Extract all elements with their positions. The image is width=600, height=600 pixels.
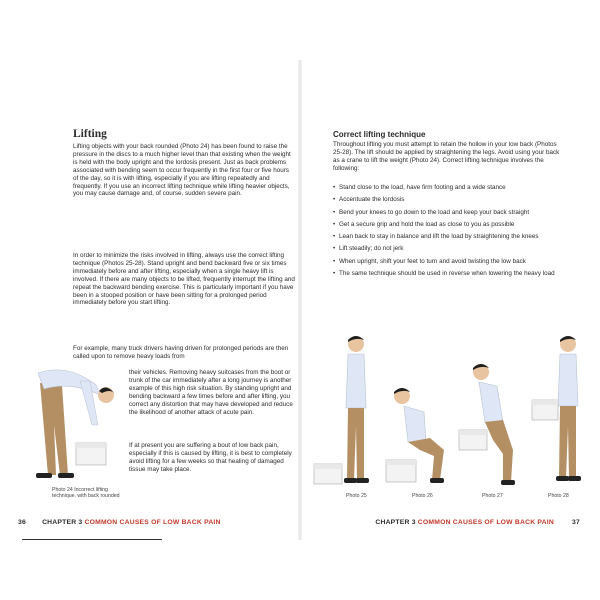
- paragraph-1: Lifting objects with your back rounded (Photo 24) has been found to raise the pressure in the discs to a much higher level than that existing when the weight is held with the body upright and the lordosis present. Just as back problems associated with bending seem to occur frequently in the first four or five hours of the day, so it is with lifting, especially if you are lifting repeatedly and frequently. If you use an incorrect lifting technique while lifting heavier objects, you may cause damage and, of course, sudden severe pain.: [73, 143, 291, 198]
- paragraph-3-wrapped: their vehicles. Removing heavy suitcases from the boot or trunk of the car immediately after a long journey is another example of this high risk situation. By standing upright and bending backward a few times before and after lifting, you correct any distortion that may have developed and reduce the likelihood of another attack of acute pain.: [129, 369, 293, 416]
- chapter-label-left: CHAPTER 3: [42, 519, 83, 526]
- right-page: [300, 0, 600, 600]
- photo-27-illustration: [455, 360, 535, 490]
- correct-lifting-intro: Throughout lifting you must attempt to retain the hollow in your low back (Photos 25-28). The lift should be applied by straightening the legs. Avoid using your back as a crane to lift the weight (Photo 24). Correct lifting technique involves the following:: [333, 141, 560, 172]
- section-heading-lifting: Lifting: [73, 128, 107, 140]
- left-footer: [18, 519, 221, 526]
- photo-27-caption: Photo 27: [482, 493, 503, 499]
- list-item: • Accentuate the lordosis: [333, 196, 565, 204]
- section-heading-correct-lifting: Correct lifting technique: [333, 130, 426, 139]
- list-item: • Lift steadily; do not jerk: [333, 245, 565, 253]
- photo-24-caption: Photo 24 Incorrect lifting technique, with back rounded: [52, 487, 120, 500]
- chapter-title-right: COMMON CAUSES OF LOW BACK PAIN: [417, 519, 554, 526]
- right-footer: [375, 519, 580, 526]
- photo-28-caption: Photo 28: [548, 493, 569, 499]
- list-item: • Lean back to stay in balance and lift the load by straightening the knees: [333, 233, 565, 241]
- photo-28-illustration: [530, 330, 590, 490]
- paragraph-3-start: For example, many truck drivers having driven for prolonged periods are then called upon to remove heavy loads from: [73, 345, 289, 360]
- page-number-right: 37: [572, 519, 580, 526]
- paragraph-2: In order to minimize the risks involved in lifting, always use the correct lifting technique (Photos 25-28). Stand upright and bend backward five or six times immediately before and after lifting, especially when a single heavy lift is involved. If there are many objects to be lifted, frequently interrupt the lifting and repeat the backward bending exercise. This is particularly important if you have been in a stooped position or have been sitting for a prolonged period immediately before you start lifting.: [73, 252, 295, 307]
- photo-25-caption: Photo 25: [346, 493, 367, 499]
- list-item: • Bend your knees to go down to the load and keep your back straight: [333, 209, 565, 217]
- photo-25-illustration: [310, 330, 380, 490]
- photo-26-caption: Photo 26: [412, 493, 433, 499]
- list-item: • When upright, shift your feet to turn and avoid twisting the low back: [333, 258, 565, 266]
- photo-24-illustration: [18, 355, 128, 485]
- list-item: • Stand close to the load, have firm footing and a wide stance: [333, 184, 565, 192]
- technique-list: [333, 184, 565, 282]
- footer-rule: [22, 539, 162, 540]
- photo-26-illustration: [380, 380, 460, 490]
- chapter-title-left: COMMON CAUSES OF LOW BACK PAIN: [84, 519, 221, 526]
- list-item: • The same technique should be used in reverse when lowering the heavy load: [333, 270, 565, 278]
- incorrect-lift-figure: [36, 370, 114, 478]
- chapter-label-right: CHAPTER 3: [375, 519, 416, 526]
- list-item: • Get a secure grip and hold the load as close to you as possible: [333, 221, 565, 229]
- page-number-left: 36: [18, 519, 26, 526]
- paragraph-4: If at present you are suffering a bout of low back pain, especially if this is caused by lifting, it is best to completely avoid lifting for a few weeks so that healing of damaged tissue may take place.: [129, 442, 292, 473]
